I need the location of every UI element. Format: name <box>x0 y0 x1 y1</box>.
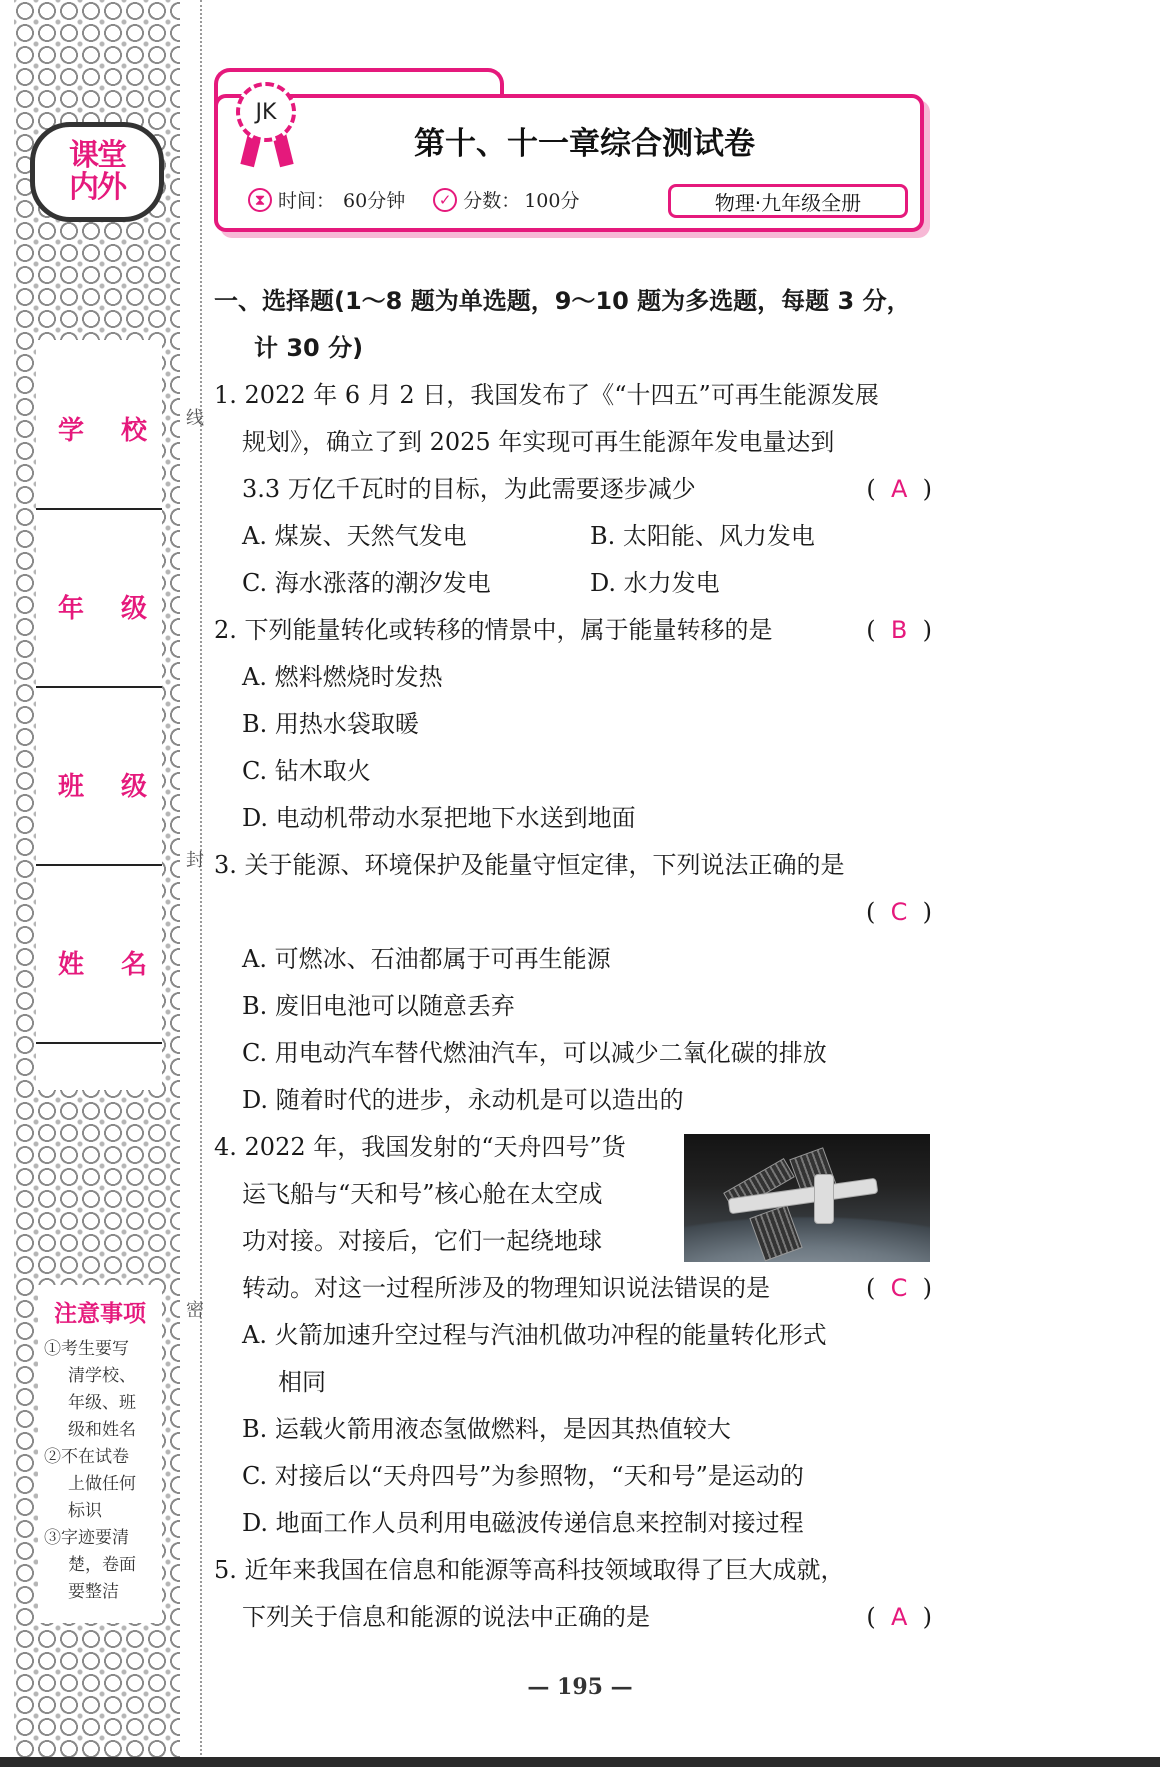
option: C. 用电动汽车替代燃油汽车，可以减少二氧化碳的排放 <box>242 1039 827 1067</box>
grade-label: 年 级 <box>58 594 162 624</box>
note-text: 考生要写 <box>61 1339 129 1359</box>
answer-slot: ( A ) <box>866 475 932 503</box>
hourglass-icon: ⧗ <box>248 188 272 212</box>
option: B. 太阳能、风力发电 <box>590 522 815 550</box>
checkmark-icon: ✓ <box>433 188 457 212</box>
answer-mark: C <box>890 1274 908 1302</box>
school-label: 学 校 <box>58 416 162 446</box>
class-label: 班 级 <box>58 772 162 802</box>
option: C. 海水涨落的潮汐发电 <box>242 569 491 597</box>
time-label: 时间： <box>278 190 336 212</box>
score-label: 分数： <box>463 190 521 212</box>
binding-mark-line: 线 <box>186 408 204 429</box>
question-4-text: 运飞船与“天和号”核心舱在太空成 <box>242 1180 603 1208</box>
school-field[interactable] <box>36 340 162 510</box>
question-3-text: 3. 关于能源、环境保护及能量守恒定律，下列说法正确的是 <box>214 851 845 879</box>
question-4-text: 转动。对这一过程所涉及的物理知识说法错误的是 <box>242 1274 770 1302</box>
option: B. 用热水袋取暖 <box>242 710 419 738</box>
note-number: ③ <box>44 1528 61 1548</box>
question-1-text: 3.3 万亿千瓦时的目标，为此需要逐步减少 <box>242 475 696 503</box>
note-text: 级和姓名 <box>68 1420 136 1440</box>
time-value: 60分钟 <box>343 190 406 212</box>
logo-line-2: 内外 <box>69 170 125 205</box>
note-text: 年级、班 <box>68 1393 136 1413</box>
option: D. 电动机带动水泵把地下水送到地面 <box>242 804 636 832</box>
option: A. 火箭加速升空过程与汽油机做功冲程的能量转化形式 <box>242 1321 827 1349</box>
option: B. 运载火箭用液态氢做燃料，是因其热值较大 <box>242 1415 731 1443</box>
note-text: 要整洁 <box>68 1582 119 1602</box>
option: B. 废旧电池可以随意丢弃 <box>242 992 515 1020</box>
question-5-text: 5. 近年来我国在信息和能源等高科技领域取得了巨大成就， <box>214 1556 845 1584</box>
class-field[interactable] <box>36 696 162 866</box>
name-label: 姓 名 <box>58 950 162 980</box>
binding-mark-seal: 封 <box>186 850 204 871</box>
notes-box <box>38 1285 162 1623</box>
question-5-text: 下列关于信息和能源的说法中正确的是 <box>242 1603 650 1631</box>
brand-logo <box>30 122 164 222</box>
note-item <box>44 1444 156 1525</box>
subject-label: 物理·九年级全册 <box>668 184 908 218</box>
answer-mark: A <box>890 1603 908 1631</box>
note-item <box>44 1525 156 1606</box>
answer-slot: ( B ) <box>866 616 932 644</box>
option: A. 可燃冰、石油都属于可再生能源 <box>242 945 611 973</box>
grade-field[interactable] <box>36 518 162 688</box>
badge-text: JK <box>255 99 277 125</box>
notes-title: 注意事项 <box>54 1301 146 1327</box>
answer-slot: ( A ) <box>866 1603 932 1631</box>
page-edge <box>0 0 14 1767</box>
note-number: ② <box>44 1447 61 1467</box>
station-module <box>814 1174 834 1224</box>
answer-slot: ( C ) <box>865 1274 932 1302</box>
question-4-text: 功对接。对接后，它们一起绕地球 <box>242 1227 602 1255</box>
note-text: 字迹要清 <box>61 1528 129 1548</box>
option: C. 钻木取火 <box>242 757 371 785</box>
note-text: 标识 <box>68 1501 102 1521</box>
bottom-bar <box>0 1757 1160 1767</box>
jk-badge <box>236 82 296 142</box>
test-header <box>214 68 929 238</box>
solar-panel <box>749 1205 802 1262</box>
score-value: 100分 <box>524 190 580 212</box>
note-text: 清学校、 <box>68 1366 136 1386</box>
space-station-photo <box>684 1134 930 1262</box>
note-item <box>44 1336 156 1444</box>
question-4-text: 4. 2022 年，我国发射的“天舟四号”货 <box>214 1133 626 1161</box>
option: A. 燃料燃烧时发热 <box>242 663 443 691</box>
answer-mark: C <box>890 898 908 926</box>
section-title: 一、选择题(1～8 题为单选题，9～10 题为多选题，每题 3 分， <box>214 287 911 315</box>
note-number: ① <box>44 1339 61 1359</box>
logo-line-1: 课堂 <box>69 138 125 173</box>
option: C. 对接后以“天舟四号”为参照物，“天和号”是运动的 <box>242 1462 804 1490</box>
question-2-text: 2. 下列能量转化或转移的情景中，属于能量转移的是 <box>214 616 773 644</box>
answer-slot: ( C ) <box>865 898 932 926</box>
option: A. 煤炭、天然气发电 <box>242 522 467 550</box>
option: D. 水力发电 <box>590 569 720 597</box>
note-text: 不在试卷 <box>61 1447 129 1467</box>
test-meta <box>248 186 579 213</box>
binding-mark-secret: 密 <box>186 1300 204 1321</box>
option: D. 随着时代的进步，永动机是可以造出的 <box>242 1086 684 1114</box>
option: 相同 <box>278 1368 326 1396</box>
question-1-text: 规划》，确立了到 2025 年实现可再生能源年发电量达到 <box>242 428 835 456</box>
note-text: 上做任何 <box>68 1474 136 1494</box>
test-title: 第十、十一章综合测试卷 <box>414 126 755 162</box>
note-text: 楚，卷面 <box>68 1555 136 1575</box>
question-1-text: 1. 2022 年 6 月 2 日，我国发布了《“十四五”可再生能源发展 <box>214 381 879 409</box>
student-info-box <box>36 340 162 1090</box>
name-field[interactable] <box>36 874 162 1044</box>
page-number: — 195 — <box>527 1674 633 1700</box>
answer-mark: A <box>890 475 908 503</box>
answer-mark: B <box>890 616 908 644</box>
option: D. 地面工作人员利用电磁波传递信息来控制对接过程 <box>242 1509 804 1537</box>
binding-line <box>200 0 202 1767</box>
section-title: 计 30 分) <box>254 334 364 362</box>
